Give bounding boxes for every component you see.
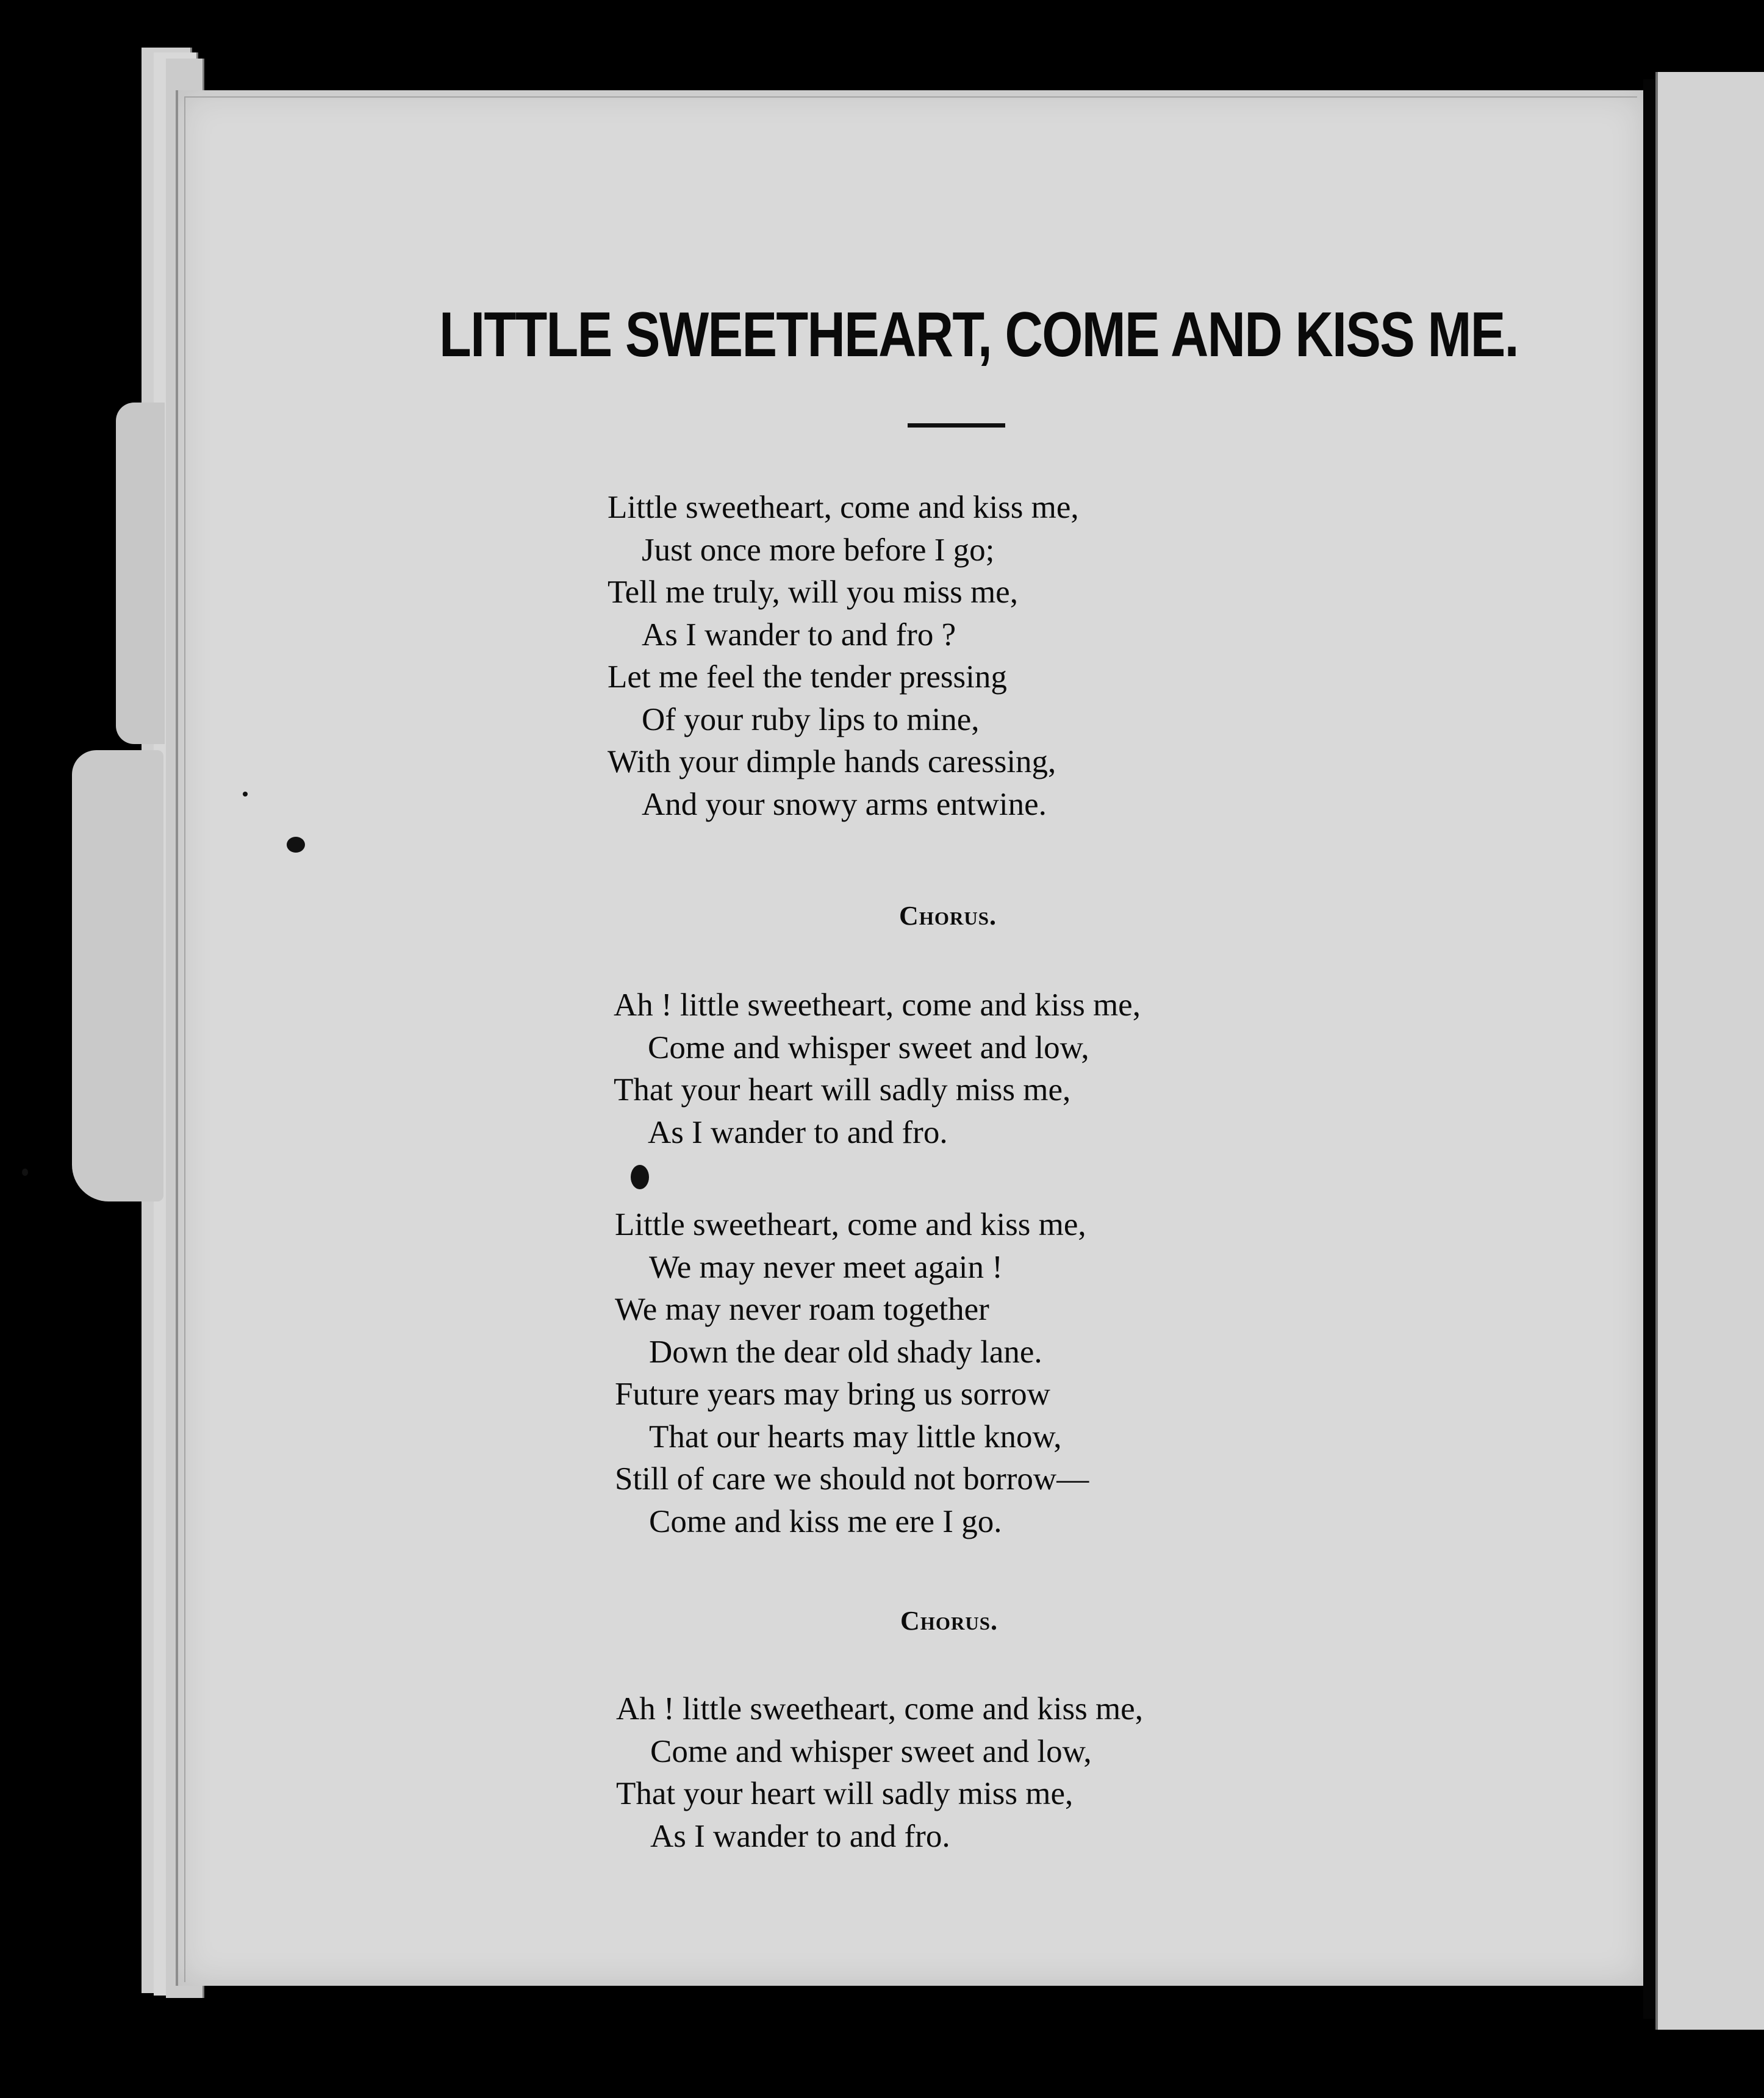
verse-line: Down the dear old shady lane. — [649, 1334, 1042, 1370]
verse-line: Tell me truly, will you miss me, — [608, 575, 1018, 610]
book-gutter — [1643, 79, 1655, 2019]
chorus-heading: Chorus. — [899, 901, 997, 931]
verse-line: Just once more before I go; — [642, 532, 995, 568]
chorus-2 — [616, 1688, 1143, 1858]
chorus-heading: Chorus. — [900, 1606, 999, 1636]
ink-speck — [631, 1165, 649, 1189]
chorus-line: Ah ! little sweetheart, come and kiss me, — [614, 987, 1141, 1023]
ink-speck — [243, 792, 248, 797]
chorus-line: As I wander to and fro. — [650, 1818, 950, 1854]
verse-line: And your snowy arms entwine. — [642, 786, 1047, 822]
verse-2 — [615, 1204, 1089, 1543]
verse-line: We may never meet again ! — [649, 1249, 1003, 1285]
song-title: LITTLE SWEETHEART, COME AND KISS ME. — [439, 299, 1518, 370]
verse-line: Still of care we should not borrow— — [615, 1461, 1089, 1497]
chorus-line: Come and whisper sweet and low, — [648, 1029, 1089, 1065]
verse-line: Future years may bring us sorrow — [615, 1377, 1050, 1412]
verse-line: Little sweetheart, come and kiss me, — [615, 1207, 1086, 1242]
facing-page-edge — [1655, 72, 1764, 2030]
verse-line: Come and kiss me ere I go. — [649, 1503, 1002, 1539]
verse-line: We may never roam together — [615, 1292, 989, 1327]
verse-line: Of your ruby lips to mine, — [642, 701, 980, 737]
verse-line: Let me feel the tender pressing — [608, 659, 1007, 695]
verse-1 — [608, 487, 1079, 826]
torn-page-edge — [72, 750, 163, 1201]
verse-line: Little sweetheart, come and kiss me, — [608, 490, 1079, 525]
chorus-line: That your heart will sadly miss me, — [616, 1776, 1074, 1811]
ink-speck — [287, 837, 305, 853]
verse-line: With your dimple hands caressing, — [608, 744, 1056, 779]
chorus-line: That your heart will sadly miss me, — [614, 1072, 1071, 1108]
verse-line: That our hearts may little know, — [649, 1419, 1062, 1455]
chorus-line: As I wander to and fro. — [648, 1114, 948, 1150]
chorus-line: Ah ! little sweetheart, come and kiss me, — [616, 1691, 1143, 1727]
chorus-1 — [614, 984, 1141, 1154]
verse-line: As I wander to and fro ? — [642, 617, 956, 653]
ink-speck — [22, 1169, 28, 1176]
torn-page-edge — [116, 403, 165, 744]
chorus-line: Come and whisper sweet and low, — [650, 1733, 1092, 1769]
title-rule — [908, 423, 1005, 428]
